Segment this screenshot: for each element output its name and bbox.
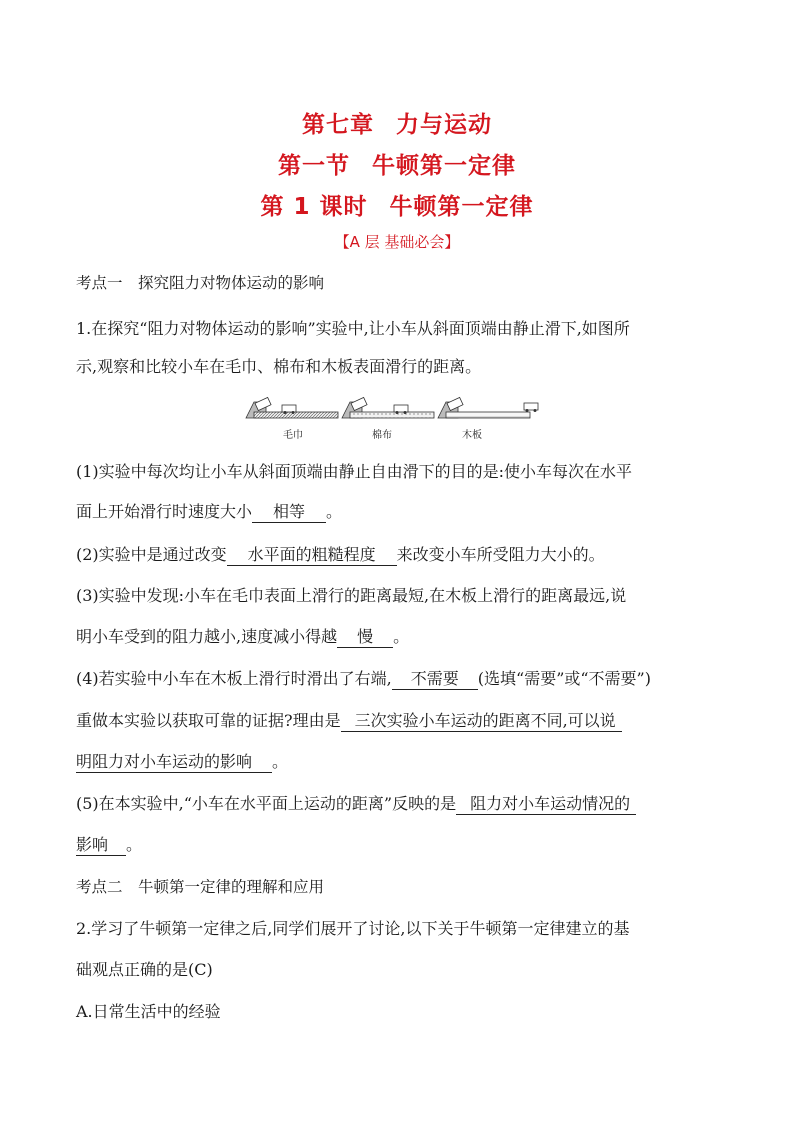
- answer-blank: 相等: [252, 502, 326, 523]
- lesson-number: 第 1 课时: [260, 194, 368, 220]
- question-1-stem-line-1: 1.在探究“阻力对物体运动的影响”实验中,让小车从斜面顶端由静止滑下,如图所: [76, 319, 630, 338]
- level-label: 【A 层 基础必会】: [334, 233, 460, 251]
- q1-part4-line-3: 明阻力对小车运动的影响 。: [76, 752, 289, 771]
- figure-label-board: 木板: [462, 430, 482, 441]
- q1-part3-line-1: (3)实验中发现:小车在毛巾表面上滑行的距离最短,在木板上滑行的距离最远,说: [76, 586, 627, 605]
- figure-label-cotton: 棉布: [372, 430, 392, 441]
- q1-part1-line-2: 面上开始滑行时速度大小 相等 。: [76, 502, 343, 521]
- figure-label-towel: 毛巾: [283, 430, 303, 441]
- answer-blank: 影响: [76, 835, 126, 856]
- answer-blank: 明阻力对小车运动的影响: [76, 752, 272, 773]
- knowledge-point-2: 考点二 牛顿第一定律的理解和应用: [76, 878, 325, 896]
- q1-part4-line-2: 重做本实验以获取可靠的证据?理由是 三次实验小车运动的距离不同,可以说: [76, 710, 726, 732]
- ramp-board: [438, 397, 538, 418]
- question-2-stem-line-1: 2.学习了牛顿第一定律之后,同学们展开了讨论,以下关于牛顿第一定律建立的基: [76, 919, 630, 938]
- q1-part1-line-1: (1)实验中每次均让小车从斜面顶端由静止自由滑下的目的是:使小车每次在水平: [76, 462, 633, 481]
- q1-part5-line-2: 影响 。: [76, 835, 143, 854]
- answer-blank: 水平面的粗糙程度: [227, 545, 397, 566]
- section-number: 第一节: [278, 153, 350, 179]
- lesson-name: 牛顿第一定律: [389, 194, 534, 220]
- section-name: 牛顿第一定律: [372, 153, 516, 179]
- lesson-title: [0, 188, 794, 221]
- answer-blank: 慢: [337, 627, 393, 648]
- chapter-name: 力与运动: [396, 112, 492, 138]
- q1-part3-line-2: 明小车受到的阻力越小,速度减小得越 慢 。: [76, 627, 410, 646]
- chapter-number: 第七章: [302, 112, 374, 138]
- section-title: [0, 147, 794, 180]
- answer-blank: 阻力对小车运动情况的: [456, 794, 636, 815]
- answer-blank: 不需要: [392, 669, 478, 690]
- question-1-stem-line-2: 示,观察和比较小车在毛巾、棉布和木板表面滑行的距离。: [76, 357, 482, 376]
- q1-part2: (2)实验中是通过改变 水平面的粗糙程度 来改变小车所受阻力大小的。: [76, 545, 605, 564]
- question-2-option-a: A.日常生活中的经验: [76, 1002, 221, 1021]
- question-2-stem-line-2: 础观点正确的是(C): [76, 960, 213, 979]
- ramp-cotton: [342, 397, 434, 418]
- chapter-title: [0, 106, 794, 139]
- ramp-towel: [246, 397, 338, 418]
- q1-part4-line-1: (4)若实验中小车在木板上滑行时滑出了右端, 不需要 (选填“需要”或“不需要”): [76, 669, 651, 688]
- knowledge-point-1: 考点一 探究阻力对物体运动的影响: [76, 274, 325, 292]
- answer-blank: 三次实验小车运动的距离不同,可以说: [341, 711, 622, 732]
- q1-part5-line-1: (5)在本实验中,“小车在水平面上运动的距离”反映的是 阻力对小车运动情况的: [76, 793, 726, 815]
